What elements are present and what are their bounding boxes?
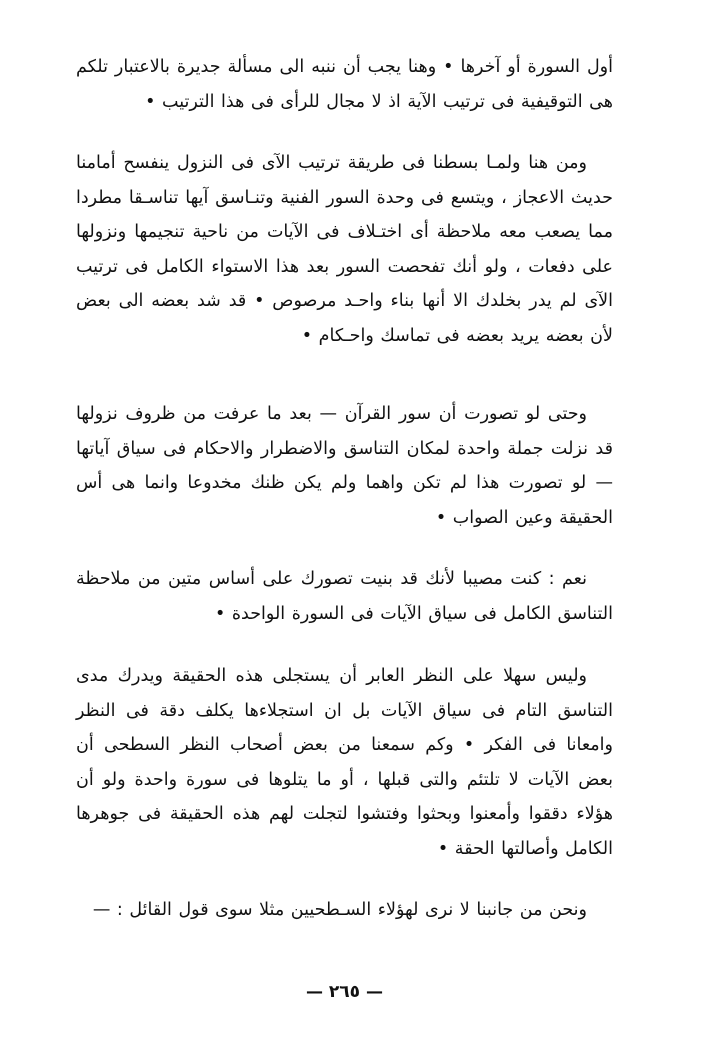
paragraph-2: ومن هنا ولمـا بسطنا فى طريقة ترتيب الآى فى النزول ينفسح أمامنا حديث الاعجاز ، ويتسع فى وحدة السور الفنية وتنـاسق آيها تناسـقا مطردا مما يصعب معه ملاحظة أى اختـلاف فى الآيات من ناحية تنجيمها ونزولها على دفعات ، ولو أنك تفحصت السور بعد هذا الاستواء الكامل فى ترتيب الآى لم يدر بخلدك الا أنها بناء واحـد مرصوص • قد شد بعضه الى بعض لأن بعضه يريد بعضه فى تماسك واحـكام •: [76, 153, 613, 346]
paragraph-1: أول السورة أو آخرها • وهنا يجب أن ننبه الى مسألة جديرة بالاعتبار تلكم هى التوقيفية فى ترتيب الآية اذ لا مجال للرأى فى هذا الترتيب •: [76, 57, 613, 112]
paragraph-6: ونحن من جانبنا لا نرى لهؤلاء السـطحيين مثلا سوى قول القائل : —: [92, 900, 587, 920]
paragraph-5: وليس سهلا على النظر العابر أن يستجلى هذه الحقيقة ويدرك مدى التناسق التام فى سياق الآيات بل ان استجلاءها يكلف دقة فى النظر وامعانا فى الفكر • وكم سمعنا من بعض أصحاب النظر السطحى أن بعض الآيات لا تلتئم والتى قبلها ، أو ما يتلوها فى سورة واحدة ولو أن هؤلاء دققوا وأمعنوا وبحثوا وفتشوا لتجلت لهم هذه الحقيقة فى جوهرها الكامل وأصالتها الحقة •: [76, 666, 613, 859]
page-number: — ٢٦٥ —: [306, 982, 383, 1002]
paragraph-4: نعم : كنت مصيبا لأنك قد بنيت تصورك على أساس متين من ملاحظة التناسق الكامل فى سياق الآيات فى السورة الواحدة •: [76, 569, 613, 624]
paragraph-3: وحتى لو تصورت أن سور القرآن — بعد ما عرفت من ظروف نزولها قد نزلت جملة واحدة لمكان التناسق والاضطرار والاحكام فى سياق آياتها — لو تصورت هذا لم تكن واهما ولم يكن ظنك مخدوعا وانما هى أس الحقيقة وعين الصواب •: [76, 404, 613, 528]
book-page: [76, 50, 613, 1000]
